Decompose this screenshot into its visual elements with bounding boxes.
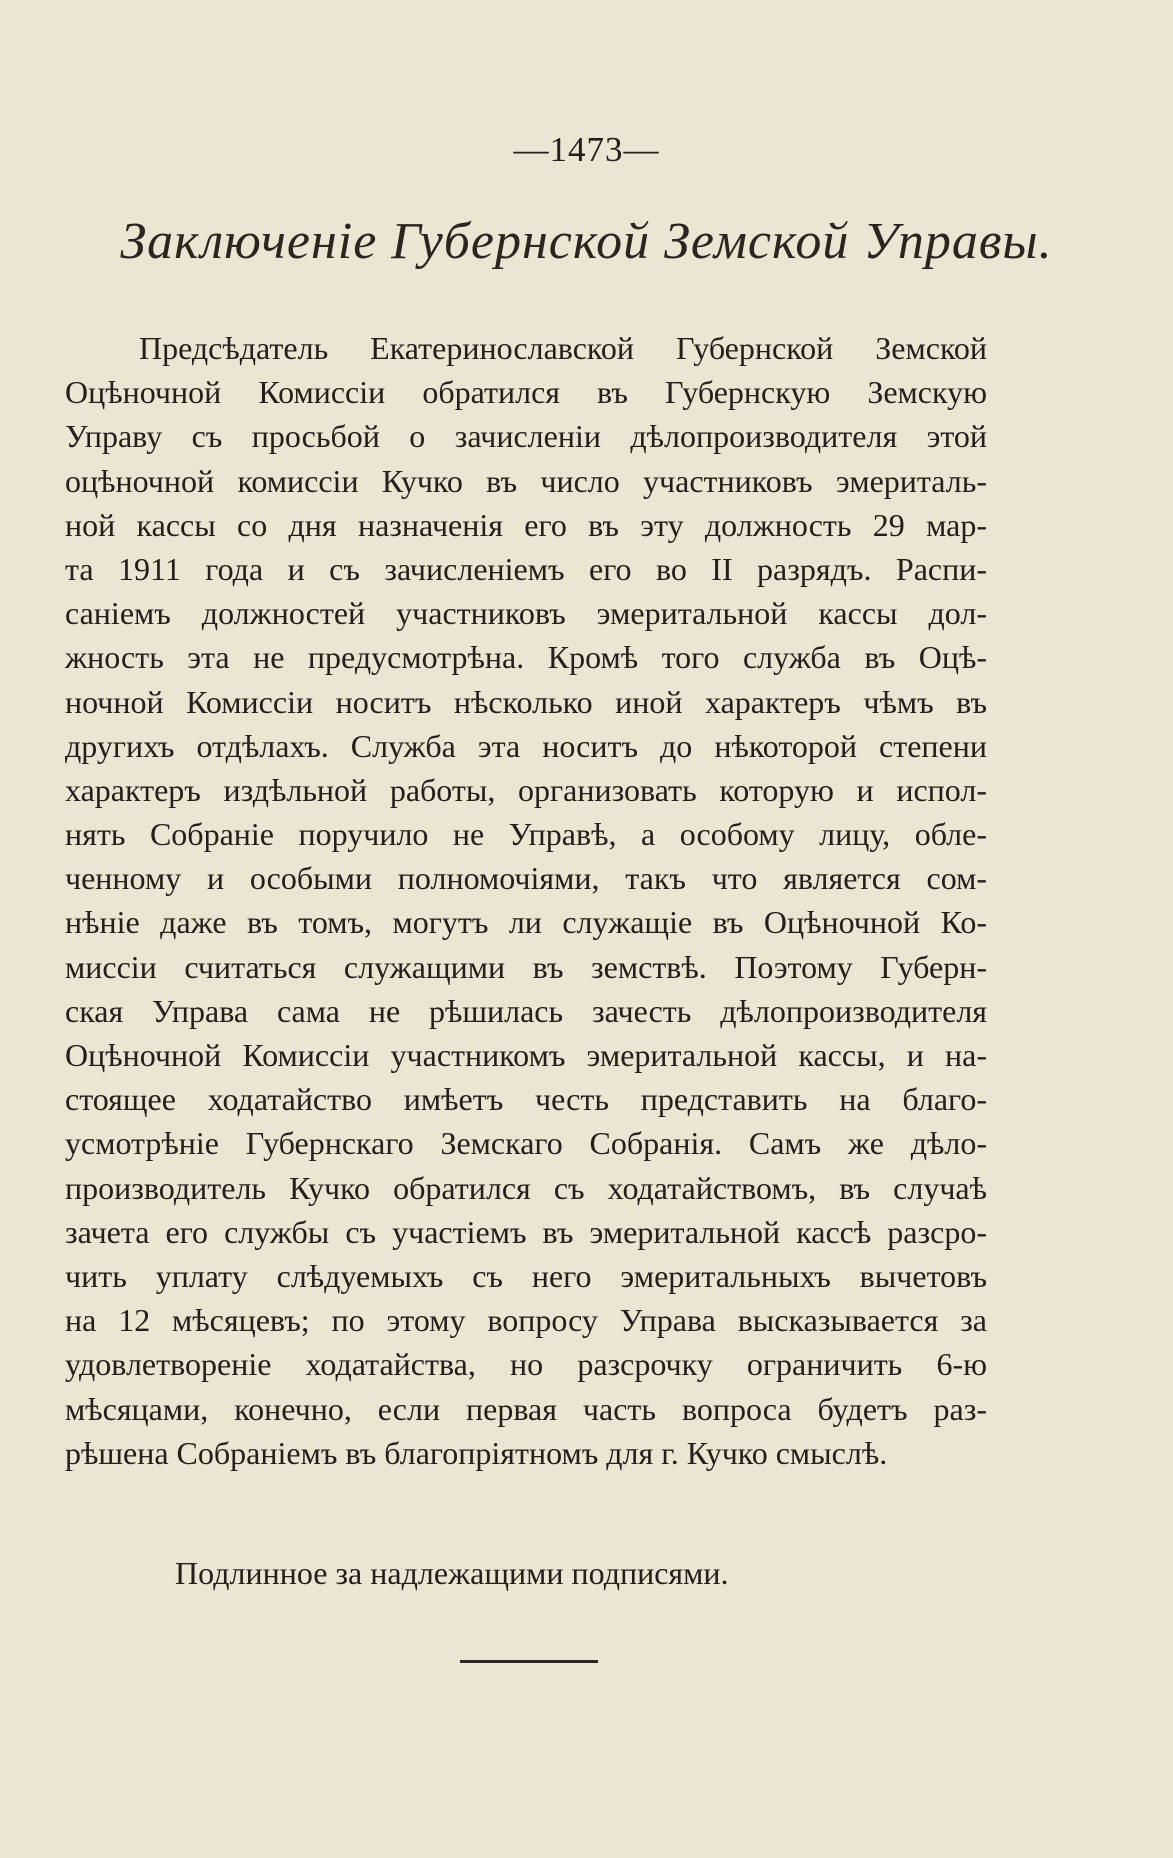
text-line: удовлетворенiе ходатайства, но разсрочку ограничить 6-ю	[65, 1346, 987, 1383]
text-line: нять Собранiе поручило не Управѣ, а особому лицу, обле-	[65, 816, 987, 853]
text-line: Оцѣночной Комиссiи участникомъ эмеритальной кассы, и на-	[65, 1037, 987, 1073]
closing-note: Подлинное за надлежащими подписями.	[175, 1555, 729, 1591]
text-line: ной кассы со дня назначенiя его въ эту должность 29 мар-	[65, 506, 987, 543]
text-line: Оцѣночной Комиссiи обратился въ Губернскую Земскую	[65, 374, 987, 411]
text-line: санiемъ должностей участниковъ эмеритальной кассы дол-	[65, 595, 987, 632]
text-line: чить уплату слѣдуемыхъ съ него эмеритальныхъ вычетовъ	[65, 1257, 987, 1294]
text-line: ченному и особыми полномочiями, такъ что является сом-	[65, 860, 987, 897]
body-paragraph	[65, 326, 987, 1475]
text-line: характеръ издѣльной работы, организовать которую и испол-	[65, 771, 987, 808]
text-line: другихъ отдѣлахъ. Служба эта носитъ до нѣкоторой степени	[65, 727, 987, 764]
text-line: та 1911 года и съ зачисленiемъ его во II разрядъ. Распи-	[65, 550, 987, 587]
text-line: миссiи считаться служащими въ земствѣ. Поэтому Губерн-	[65, 948, 987, 985]
text-line: оцѣночной комиссiи Кучко въ число участниковъ эмериталь-	[65, 462, 987, 499]
section-title: Заключенiе Губернской Земской Управы.	[120, 213, 1053, 270]
text-line: производитель Кучко обратился съ ходатайствомъ, въ случаѣ	[65, 1169, 987, 1206]
text-line: стоящее ходатайство имѣетъ честь представить на благо-	[65, 1081, 987, 1118]
text-line: Предсѣдатель Екатеринославской Губернской Земской	[139, 330, 987, 366]
divider-rule	[460, 1660, 598, 1663]
text-line: рѣшена Собранiемъ въ благопрiятномъ для г. Кучко смыслѣ.	[65, 1434, 888, 1471]
text-line: мѣсяцами, конечно, если первая часть вопроса будетъ раз-	[65, 1390, 987, 1427]
text-line: жность эта не предусмотрѣна. Кромѣ того служба въ Оцѣ-	[65, 639, 987, 676]
text-line: ская Управа сама не рѣшилась зачесть дѣлопроизводителя	[65, 992, 987, 1029]
page-number: —1473—	[513, 130, 660, 169]
text-line: зачета его службы съ участiемъ въ эмеритальной кассѣ разсро-	[65, 1213, 987, 1250]
text-line: на 12 мѣсяцевъ; по этому вопросу Управа высказывается за	[65, 1302, 987, 1339]
text-line: Управу съ просьбой о зачисленiи дѣлопроизводителя этой	[65, 418, 987, 455]
text-line: ночной Комиссiи носитъ нѣсколько иной характеръ чѣмъ въ	[65, 683, 987, 720]
text-line: усмотрѣнiе Губернскаго Земскаго Собранiя. Самъ же дѣло-	[65, 1125, 987, 1162]
text-line: нѣнiе даже въ томъ, могутъ ли служащiе въ Оцѣночной Ко-	[65, 904, 987, 941]
